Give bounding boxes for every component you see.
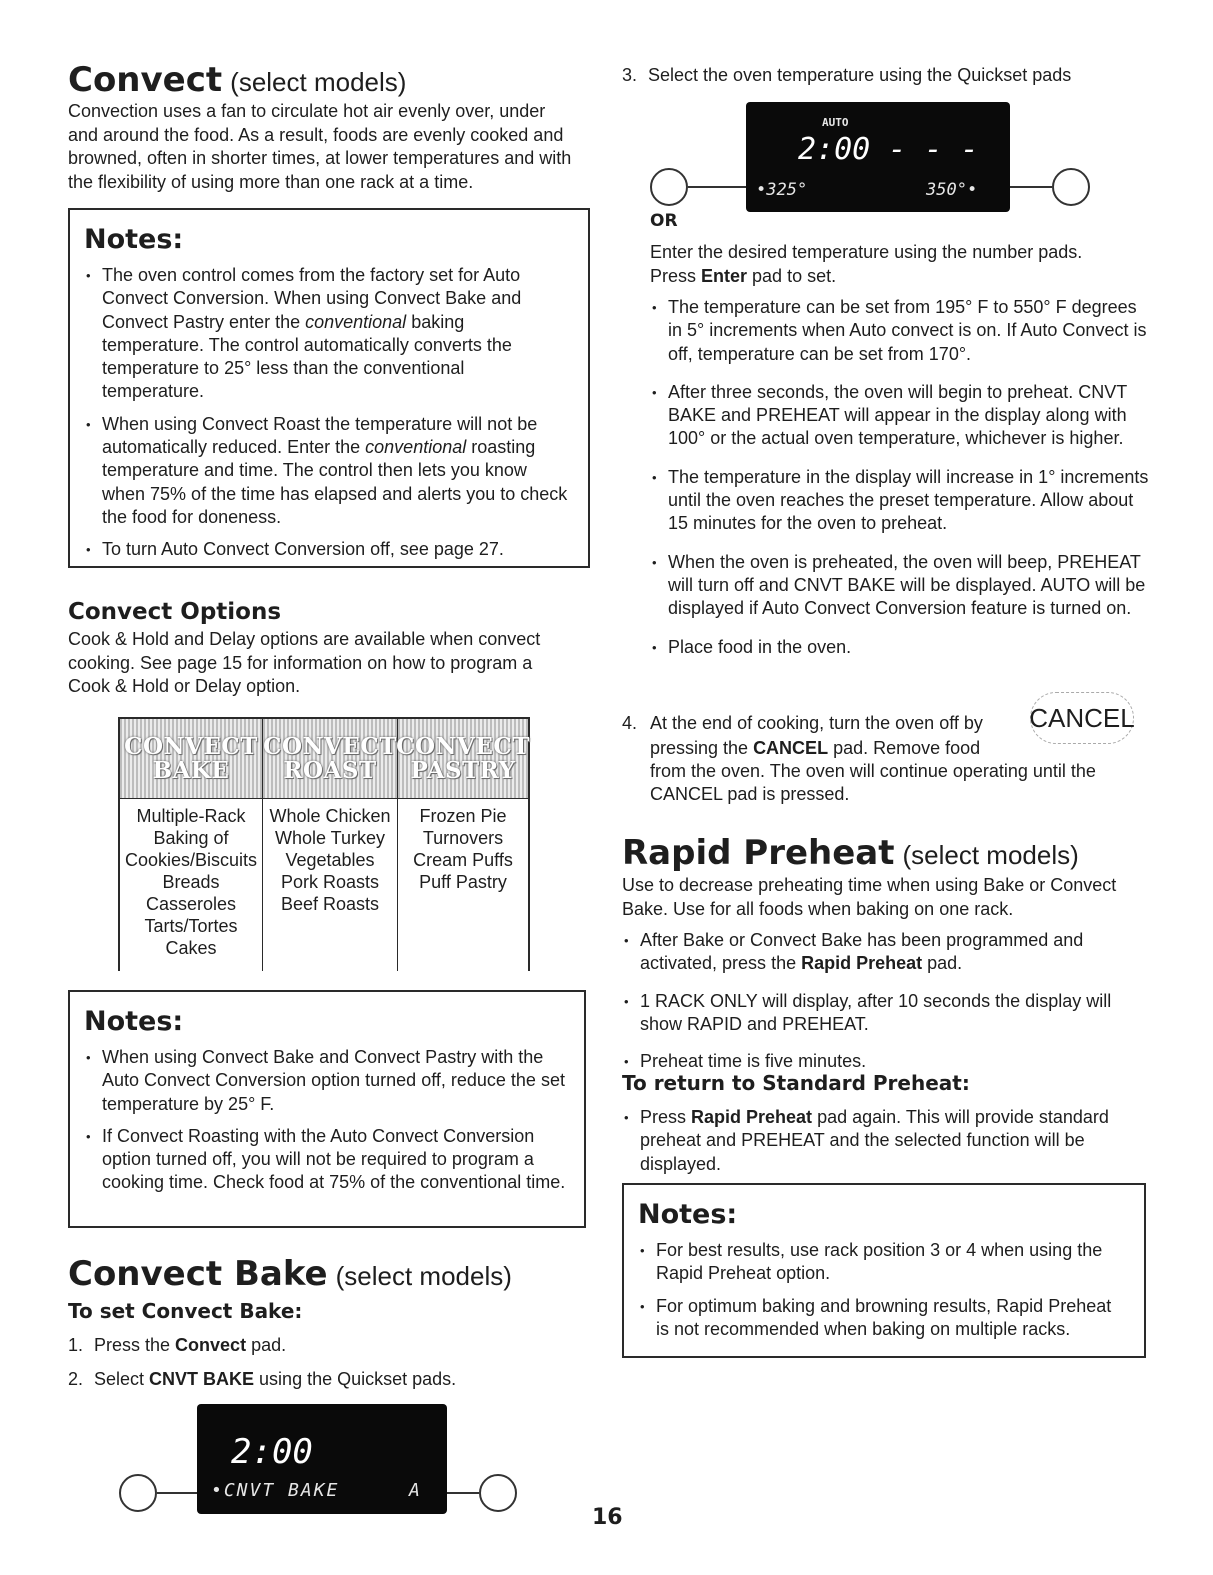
note-item: • If Convect Roasting with the Auto Convect Conversion option turned off, you will not be required to program a cooking time. Check food at 75% of the conventional time. bbox=[84, 1125, 566, 1195]
convect-subtitle: (select models) bbox=[230, 67, 407, 97]
display-auto: AUTO bbox=[822, 116, 849, 129]
table-cell: Frozen Pie Turnovers Cream Puffs Puff Pastry bbox=[398, 799, 528, 975]
note-item: • When using Convect Bake and Convect Pastry with the Auto Convect Conversion option turned off, reduce the set temperature by 25° F. bbox=[84, 1046, 566, 1116]
step-4-line: from the oven. The oven will continue operating until the bbox=[650, 761, 1096, 781]
bullet-item: • Press Rapid Preheat pad again. This will provide standard preheat and PREHEAT and the selected function will be displayed. bbox=[622, 1106, 1147, 1176]
convect-options-text: Cook & Hold and Delay options are available when convect cooking. See page 15 for information on how to program a Cook & Hold or Delay option. bbox=[68, 629, 541, 696]
return-standard-bullets bbox=[622, 1106, 1147, 1185]
bullet-item: • Preheat time is five minutes. bbox=[622, 1050, 1147, 1073]
step-3: 3. Select the oven temperature using the Quickset pads bbox=[622, 65, 1072, 85]
bullet-item: • 1 RACK ONLY will display, after 10 seconds the display will show RAPID and PREHEAT. bbox=[622, 990, 1147, 1037]
notes-title: Notes: bbox=[638, 1199, 738, 1230]
quickset-down-knob[interactable] bbox=[119, 1474, 157, 1512]
rapid-preheat-bullets bbox=[622, 929, 1147, 1082]
return-standard-preheat-heading: To return to Standard Preheat: bbox=[622, 1071, 970, 1095]
table-column-bake bbox=[120, 719, 263, 969]
note-item: • To turn Auto Convect Conversion off, see page 27. bbox=[84, 538, 570, 561]
cancel-pad-button[interactable]: CANCEL bbox=[1030, 692, 1134, 744]
oven-display-cnvt-bake bbox=[197, 1404, 447, 1514]
convect-intro: Convection uses a fan to circulate hot air evenly over, under and around the food. As a result, foods are evenly cooked and browned, often in shorter times, at lower temperatures and with the flexibility of using more than one rack at a time. bbox=[68, 101, 572, 192]
notes-box-auto-off bbox=[68, 990, 586, 1228]
knob-connector bbox=[447, 1492, 479, 1494]
bullet-item: • After three seconds, the oven will begin to preheat. CNVT BAKE and PREHEAT will appear in the display along with 100° or the actual oven temperature, whichever is higher. bbox=[650, 381, 1155, 451]
oven-display-temperature bbox=[746, 102, 1010, 212]
rapid-preheat-intro: Use to decrease preheating time when using Bake or Convect Bake. Use for all foods when baking on one rack. bbox=[622, 875, 1117, 919]
bullet-item: • Place food in the oven. bbox=[650, 636, 1155, 659]
quickset-up-knob[interactable] bbox=[479, 1474, 517, 1512]
convect-options-table bbox=[118, 717, 530, 971]
table-column-pastry bbox=[398, 719, 528, 969]
convect-title: Convect (select models) bbox=[68, 60, 407, 100]
display-right-temp: 350°• bbox=[926, 180, 978, 200]
notes-list bbox=[84, 264, 570, 562]
step-4-line: CANCEL pad is pressed. bbox=[650, 784, 850, 804]
bullet-item: • The temperature can be set from 195° F to 550° F degrees in 5° increments when Auto convect is on. If Auto Convect is off, temperature can be set from 170°. bbox=[650, 296, 1155, 366]
note-item: • For optimum baking and browning results, Rapid Preheat is not recommended when baking on multiple racks. bbox=[638, 1295, 1126, 1342]
knob-connector bbox=[1010, 186, 1052, 188]
step-1: 1. Press the Convect pad. bbox=[68, 1335, 287, 1355]
knob-connector bbox=[157, 1492, 197, 1494]
note-item: • When using Convect Roast the temperature will not be automatically reduced. Enter the conventional roasting temperature and time. The control then lets you know when 75% of the time has elapsed and alerts you to check the food for doneness. bbox=[84, 413, 570, 529]
step-4: 4. At the end of cooking, turn the oven off by bbox=[622, 713, 983, 733]
display-left-temp: •325° bbox=[756, 180, 808, 200]
display-mode: •CNVT BAKE bbox=[211, 1480, 340, 1501]
table-cell: Multiple-Rack Baking of Cookies/Biscuits Breads Casseroles Tarts/Tortes Cakes bbox=[120, 799, 262, 975]
step-2: 2. Select CNVT BAKE using the Quickset pads. bbox=[68, 1369, 457, 1389]
quickset-up-knob[interactable] bbox=[1052, 168, 1090, 206]
notes-title: Notes: bbox=[84, 224, 184, 255]
notes-box-rapid-preheat bbox=[622, 1183, 1146, 1358]
display-indicator: A bbox=[409, 1480, 420, 1501]
notes-list bbox=[638, 1239, 1126, 1341]
bullet-item: • After Bake or Convect Bake has been programmed and activated, press the Rapid Preheat pad. bbox=[622, 929, 1147, 976]
note-item: • For best results, use rack position 3 or 4 when using the Rapid Preheat option. bbox=[638, 1239, 1126, 1286]
quickset-down-knob[interactable] bbox=[650, 168, 688, 206]
note-item: • The oven control comes from the factory set for Auto Convect Conversion. When using Convect Bake and Convect Pastry enter the conventional baking temperature. The control automatically converts the temperature to 25° less than the conventional temperature. bbox=[84, 264, 570, 404]
convect-options-title: Convect Options bbox=[68, 599, 282, 625]
bullet-item: • The temperature in the display will increase in 1° increments until the oven reaches the preset temperature. Allow about 15 minutes for the oven to preheat. bbox=[650, 466, 1155, 536]
step-3-bullets bbox=[650, 296, 1155, 668]
table-column-roast bbox=[263, 719, 398, 969]
knob-connector bbox=[688, 186, 746, 188]
display-time: 2:00 - - - bbox=[798, 132, 979, 167]
rapid-preheat-title: Rapid Preheat (select models) bbox=[622, 833, 1079, 873]
step-4-line: pressing the CANCEL pad. Remove food bbox=[650, 738, 981, 758]
display-time: 2:00 bbox=[231, 1432, 313, 1472]
notes-list bbox=[84, 1046, 566, 1195]
or-label: OR bbox=[650, 211, 678, 231]
convect-bake-subtitle: (select models) bbox=[335, 1261, 512, 1291]
table-cell: Whole Chicken Whole Turkey Vegetables Pork Roasts Beef Roasts bbox=[263, 799, 397, 975]
rapid-preheat-subtitle: (select models) bbox=[902, 840, 1079, 870]
table-header: CONVECT BAKE bbox=[120, 719, 262, 799]
table-header: CONVECT PASTRY bbox=[398, 719, 528, 799]
bullet-item: • When the oven is preheated, the oven will beep, PREHEAT will turn off and CNVT BAKE will be displayed. AUTO will be displayed if Auto Convect Conversion feature is turned on. bbox=[650, 551, 1155, 621]
page-number: 16 bbox=[592, 1505, 623, 1530]
enter-instruction: Enter the desired temperature using the number pads. Press Enter pad to set. bbox=[650, 242, 1083, 286]
convect-bake-title: Convect Bake (select models) bbox=[68, 1254, 512, 1294]
set-convect-bake-heading: To set Convect Bake: bbox=[68, 1299, 303, 1323]
table-header: CONVECT ROAST bbox=[263, 719, 397, 799]
notes-title: Notes: bbox=[84, 1006, 184, 1037]
notes-box-convect bbox=[68, 208, 590, 568]
